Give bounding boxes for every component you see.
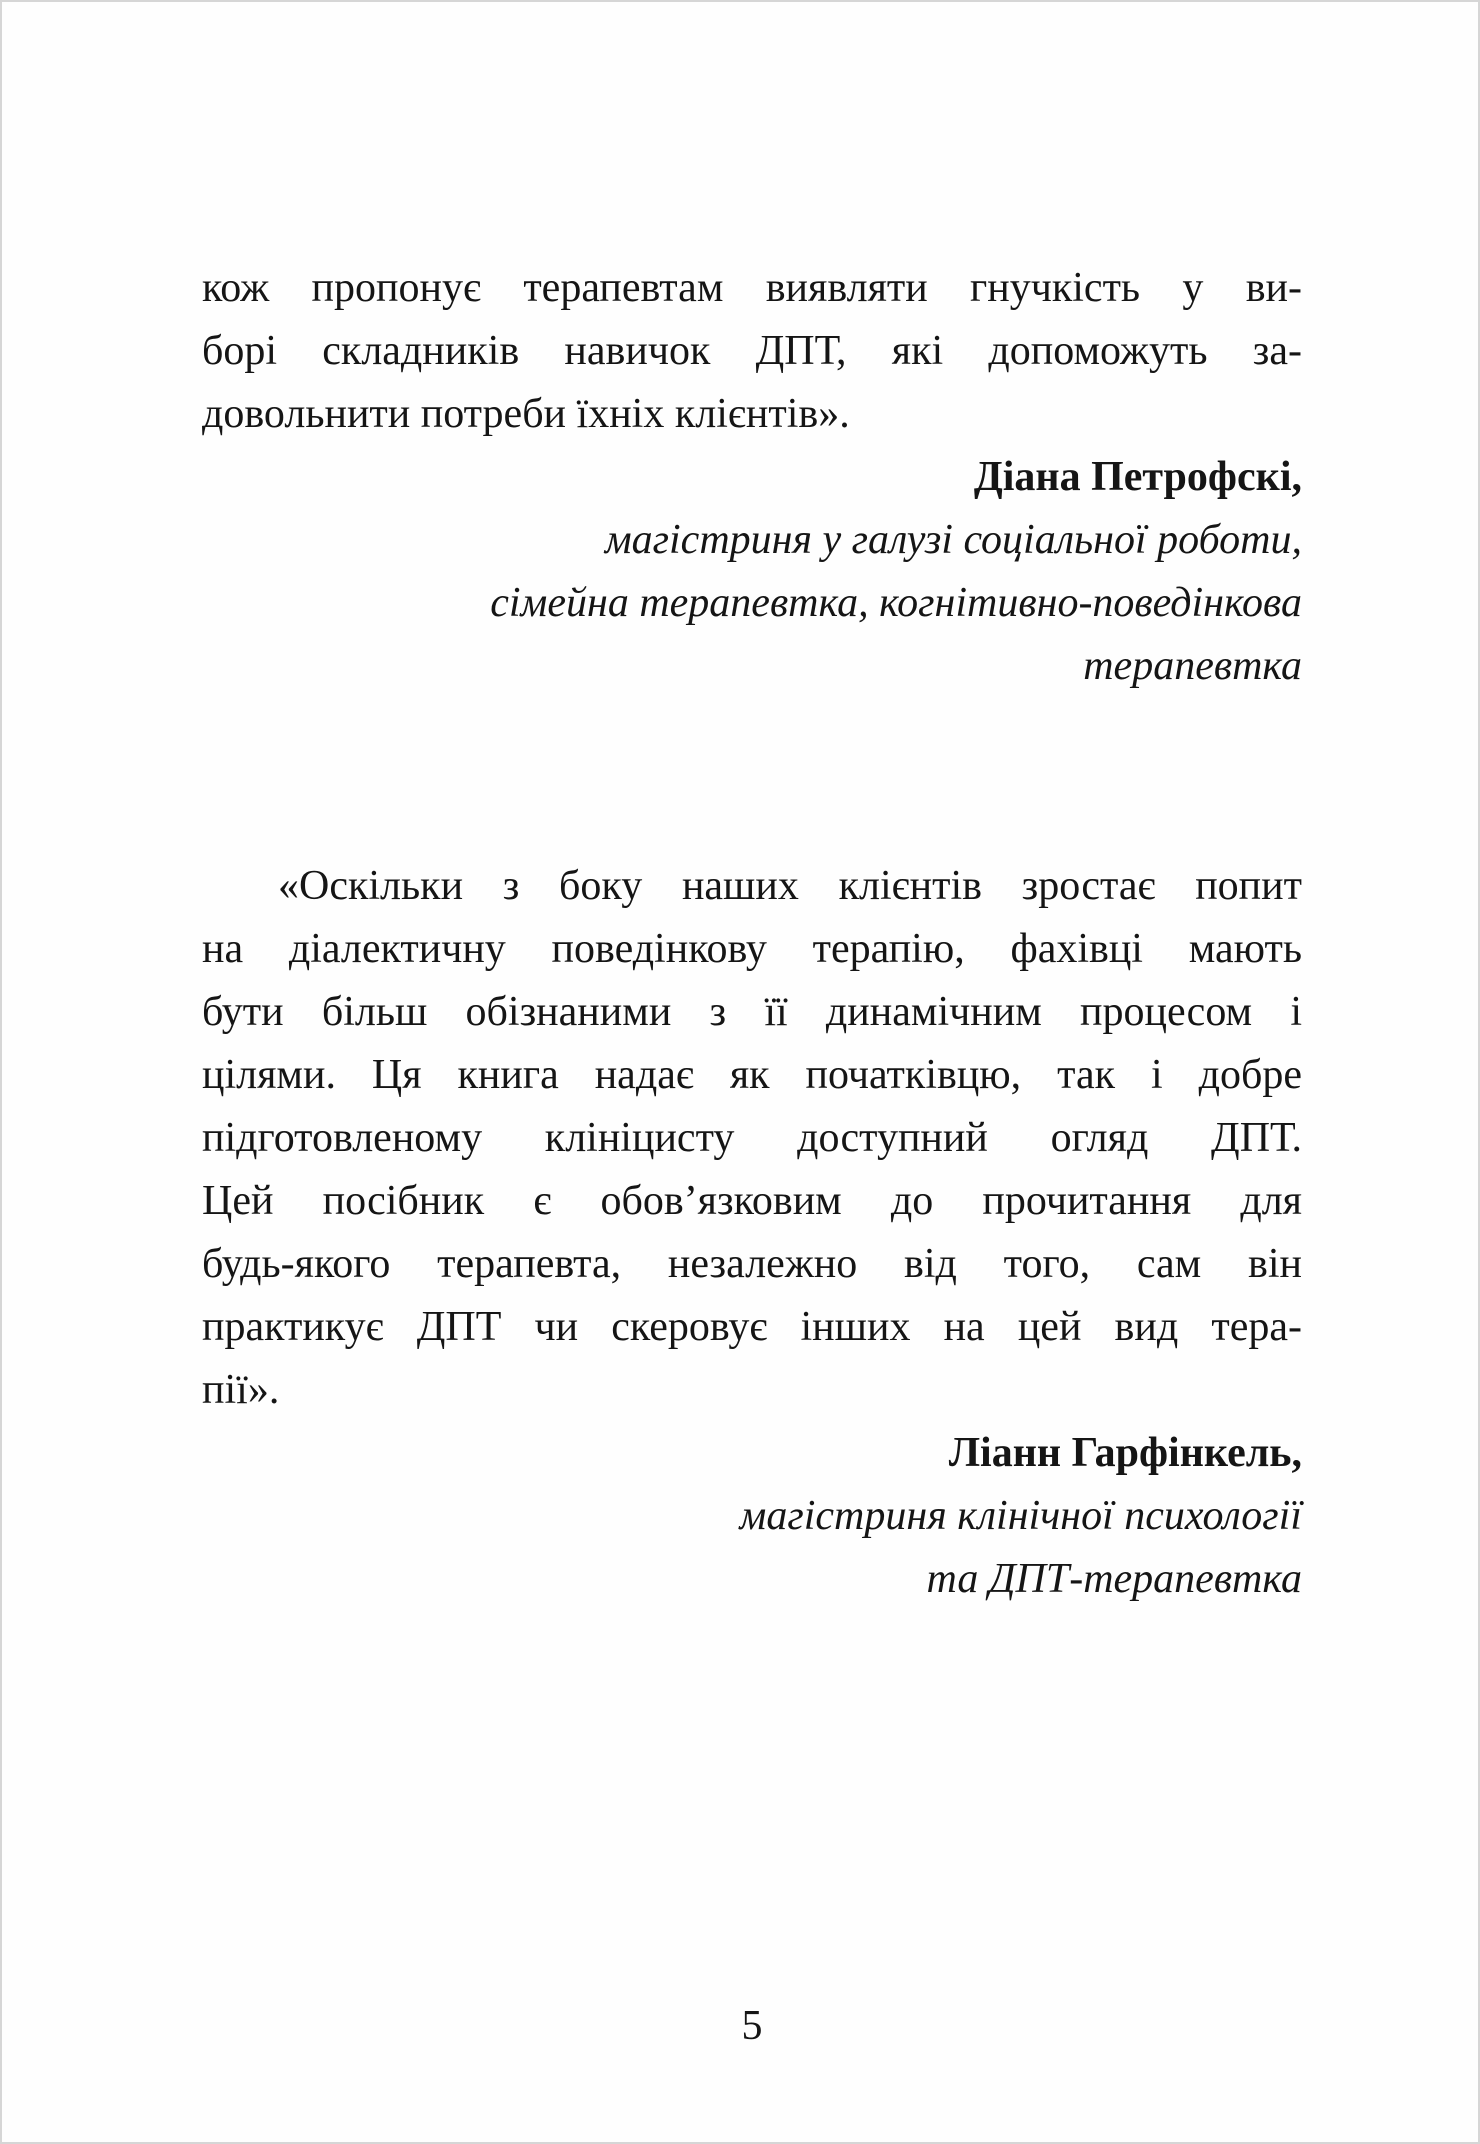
attribution-credential: сімейна терапевтка, когнітивно-поведінкова	[490, 580, 1302, 626]
attribution-credential: терапевтка	[1083, 643, 1302, 689]
attribution-credential: магістриня у галузі соціальної роботи,	[604, 517, 1302, 563]
attribution-2	[202, 1422, 1302, 1611]
text-line: пії».	[202, 1367, 280, 1413]
attribution-credential: та ДПТ-терапевтка	[926, 1556, 1302, 1602]
quote-paragraph-2	[202, 855, 1302, 1422]
attribution-author: Ліанн Гарфінкель,	[948, 1430, 1302, 1476]
text-line: Цей посібник є обов’язковим до прочитання для	[202, 1178, 1302, 1224]
text-block	[202, 257, 1302, 1611]
text-line: підготовленому клініцисту доступний огляд ДПТ.	[202, 1115, 1302, 1161]
text-line: борі складників навичок ДПТ, які допоможуть за-	[202, 328, 1302, 374]
text-line: на діалектичну поведінкову терапію, фахівці мають	[202, 926, 1302, 972]
text-line: «Оскільки з боку наших клієнтів зростає попит	[278, 863, 1302, 909]
page-number: 5	[741, 2003, 763, 2049]
text-line: бути більш обізнаними з її динамічним процесом і	[202, 989, 1302, 1035]
text-line: цілями. Ця книга надає як початківцю, так і добре	[202, 1052, 1302, 1098]
text-line: будь-якого терапевта, незалежно від того, сам він	[202, 1241, 1302, 1287]
text-line: практикує ДПТ чи скеровує інших на цей вид тера-	[202, 1304, 1302, 1350]
attribution-credential: магістриня клінічної психології	[739, 1493, 1302, 1539]
attribution-author: Діана Петрофскі,	[973, 454, 1302, 500]
attribution-1	[202, 446, 1302, 698]
text-line: кож пропонує терапевтам виявляти гнучкість у ви-	[202, 265, 1302, 311]
text-line: довольнити потреби їхніх клієнтів».	[202, 391, 850, 437]
quote-paragraph-1	[202, 257, 1302, 446]
